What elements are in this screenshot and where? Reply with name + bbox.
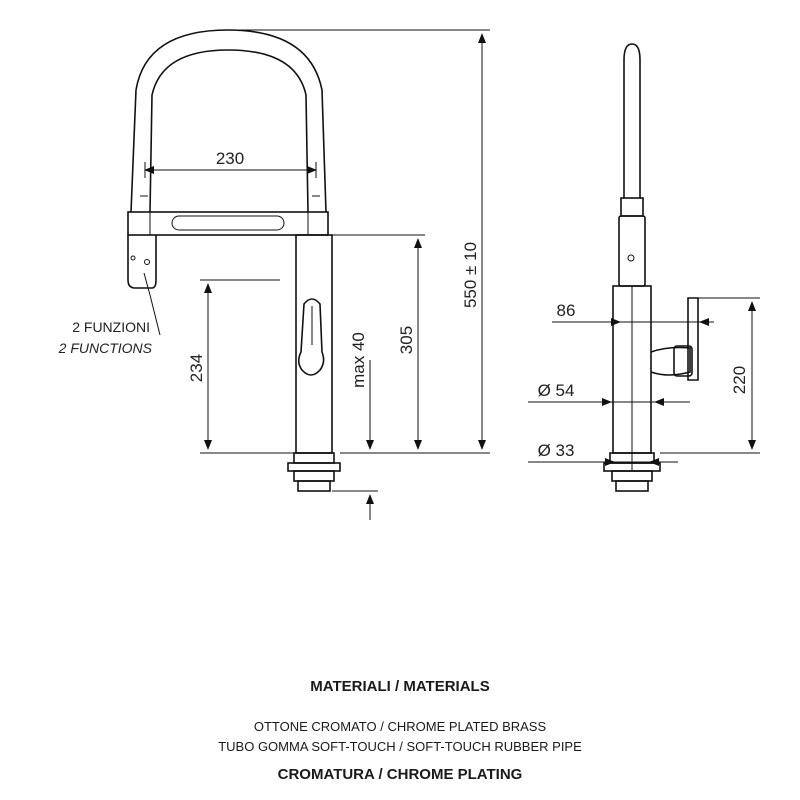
dim-d33-label: Ø 33 — [537, 441, 575, 460]
dim-234-label: 234 — [187, 353, 206, 383]
dim-230-label: 230 — [215, 149, 245, 168]
spout-slot — [172, 216, 284, 230]
materials-heading: MATERIALI / MATERIALS — [310, 678, 490, 695]
side-view — [528, 44, 760, 491]
base-collar — [294, 453, 334, 463]
functions-note-en: 2 FUNCTIONS — [58, 340, 152, 356]
functions-note-it: 2 FUNZIONI — [72, 319, 150, 335]
dim-max40-label: max 40 — [349, 332, 368, 388]
finish-heading: CROMATURA / CHROME PLATING — [277, 766, 523, 783]
materials-line-brass: OTTONE CROMATO / CHROME PLATED BRASS — [253, 719, 547, 734]
dim-86-label: 86 — [556, 301, 576, 320]
dim-d54-label: Ø 54 — [537, 381, 575, 400]
side-hose — [624, 44, 640, 198]
hose-arch-inner — [150, 50, 308, 212]
side-spray-head — [619, 216, 645, 286]
front-view — [58, 30, 490, 520]
lever-handle — [299, 299, 324, 375]
dim-550-label: 550 ± 10 — [461, 241, 480, 309]
spout-bar — [128, 212, 328, 235]
spray-head — [128, 235, 156, 288]
dim-220-label: 220 — [730, 365, 749, 395]
hose-arch-outer — [131, 30, 326, 212]
materials-line-pipe: TUBO GOMMA SOFT-TOUCH / SOFT-TOUCH RUBBER PIPE — [218, 739, 582, 754]
dim-305-label: 305 — [397, 325, 416, 355]
